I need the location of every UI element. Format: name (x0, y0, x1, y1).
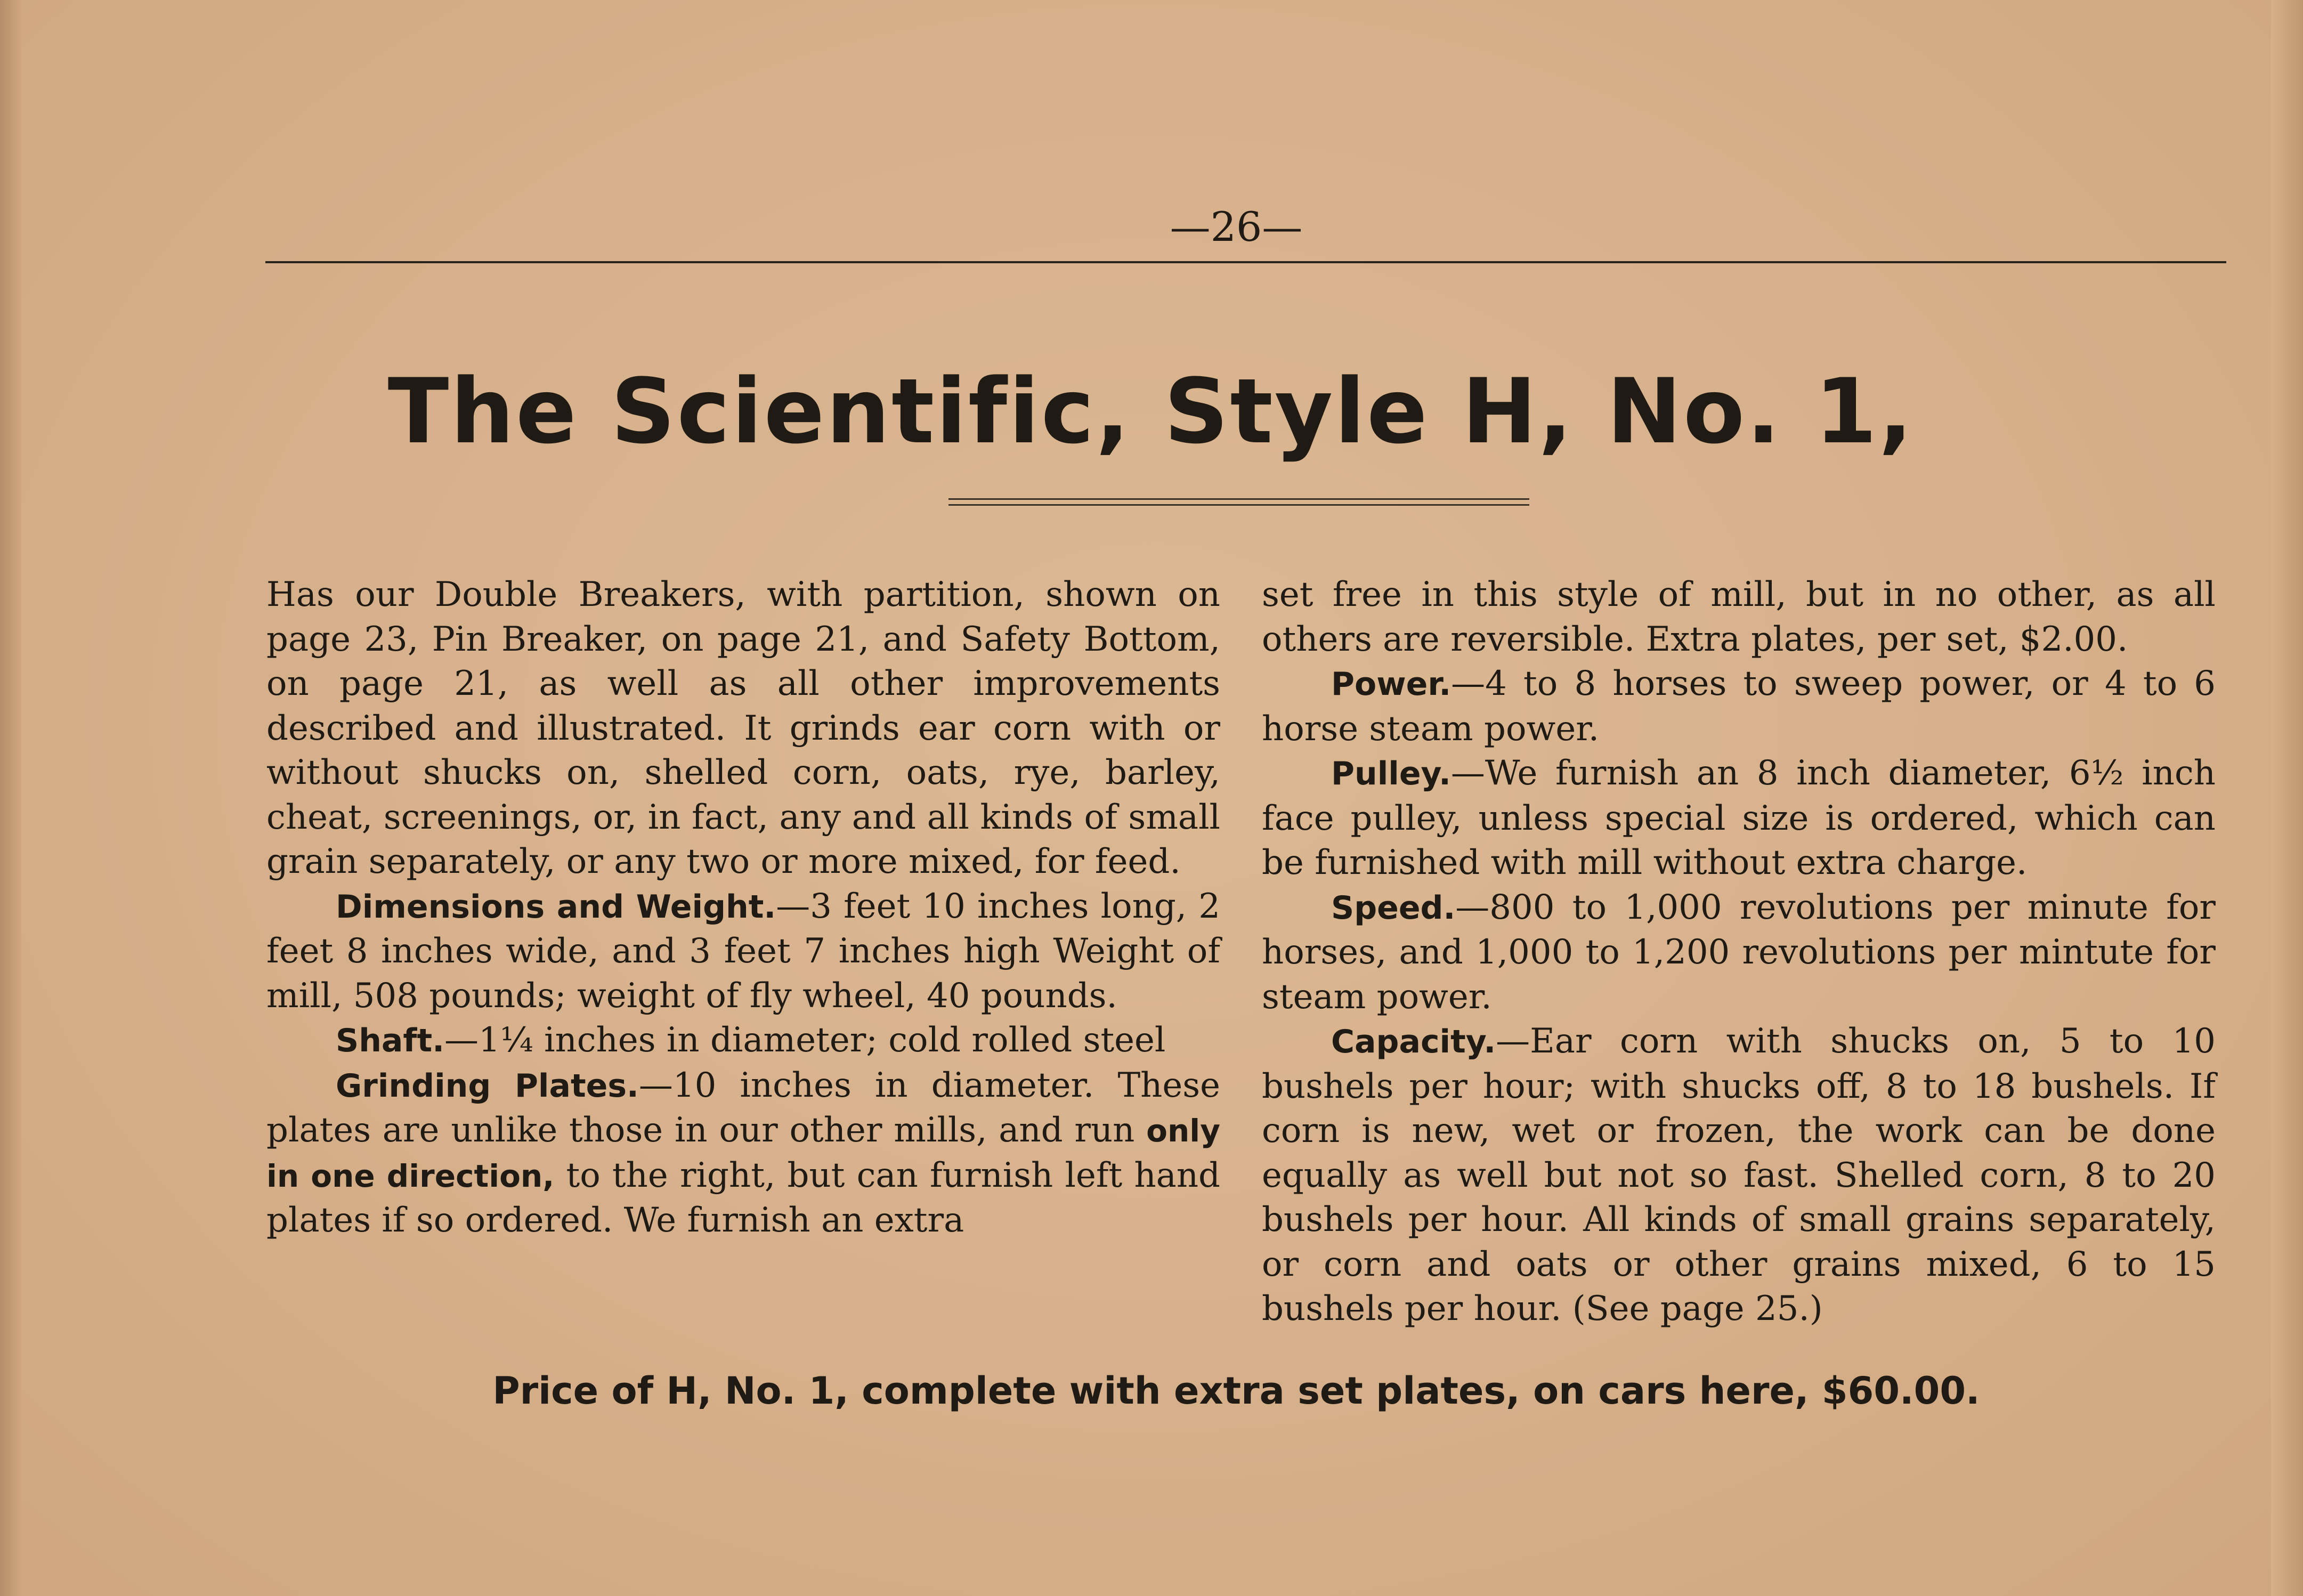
plates-bold-text: only in one direction, (266, 1113, 1220, 1194)
pulley-text: —We furnish an 8 inch diameter, 6½ inch face pulley, unless special size is ordered, which can be furnished with mill without extra charge. (1262, 754, 2216, 882)
page-edge-right (2271, 0, 2303, 1596)
capacity-paragraph (1262, 1019, 2216, 1332)
speed-paragraph (1262, 886, 2216, 1020)
title-double-rule (948, 498, 1529, 506)
page-edge-left (0, 0, 21, 1596)
dimensions-text: —3 feet 10 inches long, 2 feet 8 inches wide, and 3 feet 7 inches high Weight of mill, 508 pounds; weight of fly wheel, 40 pounds. (266, 886, 1220, 1016)
speed-text: —800 to 1,000 revolutions per minute for horses, and 1,000 to 1,200 revolutions per mintute for steam power. (1262, 887, 2216, 1017)
dimensions-label: Dimensions and Weight. (336, 888, 776, 926)
right-column (1262, 573, 2216, 1332)
capacity-text: —Ear corn with shucks on, 5 to 10 bushels per hour; with shucks off, 8 to 18 bushels. If corn is new, wet or frozen, the work can be done equally as well but not so fast. Shelled corn, 8 to 20 bushels per hour. All kinds of small grains separately, or corn and oats or other grains mixed, 6 to 15 bushels per hour. (See page 25.) (1262, 1022, 2216, 1328)
page-number: —26— (1170, 203, 1303, 250)
pulley-label: Pulley. (1331, 755, 1451, 792)
price-line: Price of H, No. 1, complete with extra set plates, on cars here, $60.00. (492, 1369, 1980, 1413)
power-label: Power. (1331, 666, 1451, 703)
shaft-label: Shaft. (336, 1022, 444, 1059)
plates-text-1: —10 inches in diameter. These plates are unlike those in our other mills, and run (266, 1065, 1220, 1150)
intro-paragraph: Has our Double Breakers, with partition, shown on page 23, Pin Breaker, on page 21, and Safety Bottom, on page 21, as well as all other improvements described and illustrated. It grinds ear corn with or without shucks on, shelled corn, oats, rye, barley, cheat, screenings, or, in fact, any and all kinds of small grain separately, or any two or more mixed, for feed. (266, 575, 1220, 881)
plates-text-2: to the right, but can furnish left hand plates if so ordered. We furnish an extra (266, 1155, 1221, 1240)
speed-label: Speed. (1331, 889, 1456, 927)
capacity-label: Capacity. (1331, 1023, 1496, 1060)
page-title: The Scientific, Style H, No. 1, (387, 359, 1915, 464)
power-text: —4 to 8 horses to sweep power, or 4 to 6 horse steam power. (1262, 664, 2216, 749)
shaft-paragraph (266, 1018, 1220, 1064)
dimensions-paragraph (266, 885, 1220, 1019)
plates-label: Grinding Plates. (336, 1067, 639, 1105)
pulley-paragraph (1262, 751, 2216, 886)
shaft-text: —1¼ inches in diameter; cold rolled steel (444, 1020, 1166, 1060)
continuation-paragraph: set free in this style of mill, but in no other, as all others are reversible. Extra plates, per set, $2.00. (1262, 575, 2216, 659)
plates-paragraph (266, 1064, 1220, 1243)
header-rule (265, 261, 2226, 263)
left-column (266, 573, 1220, 1243)
power-paragraph (1262, 662, 2216, 751)
